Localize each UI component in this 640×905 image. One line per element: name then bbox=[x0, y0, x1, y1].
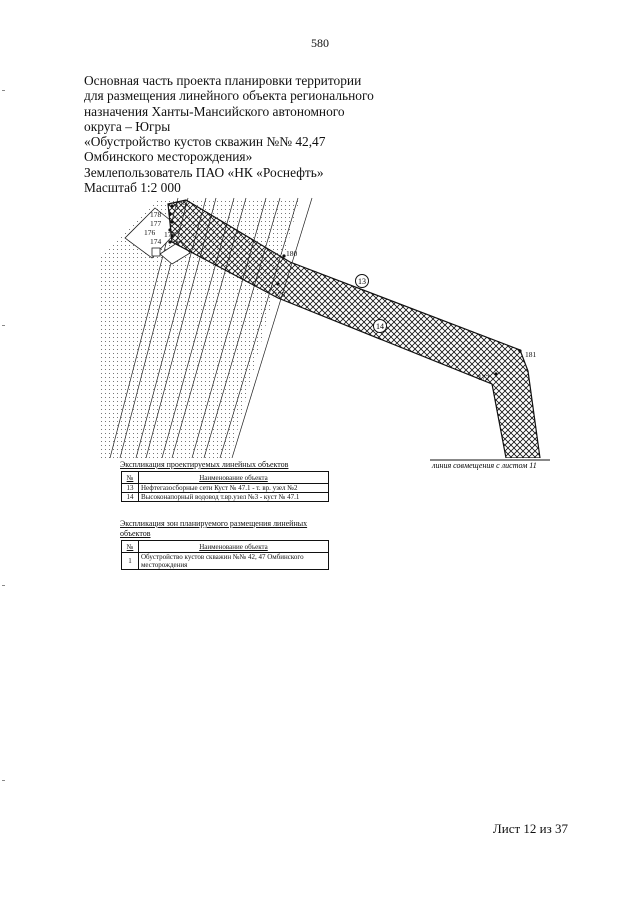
scale-line: Масштаб 1:2 000 bbox=[84, 180, 181, 196]
title-line: «Обустройство кустов скважин №№ 42,47 bbox=[84, 134, 326, 150]
page-number: 580 bbox=[311, 36, 329, 50]
object-marker-13 bbox=[356, 275, 369, 288]
margin-mark bbox=[2, 585, 5, 586]
object-marker-14-label: 14 bbox=[376, 322, 384, 331]
table-row bbox=[122, 493, 329, 502]
margin-mark bbox=[2, 90, 5, 91]
zones-table bbox=[121, 540, 329, 570]
table-row bbox=[122, 553, 329, 570]
linear-objects-table bbox=[121, 471, 329, 502]
planning-map bbox=[100, 196, 560, 471]
margin-mark bbox=[2, 780, 5, 781]
column-header-num: № bbox=[122, 541, 139, 553]
title-line: Омбинского месторождения» bbox=[84, 149, 253, 165]
zones-caption-line2: объектов bbox=[120, 529, 151, 538]
table-header-row bbox=[122, 472, 329, 484]
title-line: для размещения линейного объекта регионального bbox=[84, 88, 374, 104]
margin-mark bbox=[2, 325, 5, 326]
column-header-num: № bbox=[122, 472, 139, 484]
point-label-180: 180 bbox=[286, 249, 298, 258]
point-label-177: 177 bbox=[150, 219, 162, 228]
object-marker-13-label: 13 bbox=[358, 277, 366, 286]
point-label-174: 174 bbox=[150, 237, 162, 246]
table-row bbox=[122, 484, 329, 493]
sheet-number: Лист 12 из 37 bbox=[492, 821, 568, 836]
junction-label: линия совмещения с листом 11 bbox=[432, 461, 537, 470]
title-line: округа – Югры bbox=[84, 118, 171, 134]
row-name: Обустройство кустов скважин №№ 42, 47 Омбинского месторождения bbox=[139, 553, 329, 570]
zones-caption-line1: Экспликация зон планируемого размещения линейных bbox=[120, 519, 308, 528]
document-title bbox=[84, 73, 414, 195]
row-name: Нефтегазосборные сети Куст № 47.1 - т. вр. узел №2 bbox=[139, 484, 329, 493]
column-header-name: Наименование объекта bbox=[139, 472, 329, 484]
row-num: 13 bbox=[122, 484, 139, 493]
point-label-172: 172 bbox=[478, 373, 490, 382]
point-label-181: 181 bbox=[525, 350, 537, 359]
object-marker-14 bbox=[374, 320, 387, 333]
point-label-179: 179 bbox=[175, 200, 187, 209]
linear-objects-caption: Экспликация проектируемых линейных объектов bbox=[120, 460, 289, 469]
row-name: Высоконапорный водовод т.вр.узел №3 - куст № 47.1 bbox=[139, 493, 329, 502]
point-label-176: 176 bbox=[144, 228, 156, 237]
title-line: Землепользователь ПАО «НК «Роснефть» bbox=[84, 164, 324, 180]
column-header-name: Наименование объекта bbox=[139, 541, 329, 553]
point-label-175: 175 bbox=[164, 230, 176, 239]
row-num: 14 bbox=[122, 493, 139, 502]
row-num: 1 bbox=[122, 553, 139, 570]
title-line: назначения Ханты-Мансийского автономного bbox=[84, 103, 345, 119]
title-line: Основная часть проекта планировки территории bbox=[84, 73, 362, 88]
point-label-178: 178 bbox=[150, 210, 162, 219]
table-header-row bbox=[122, 541, 329, 553]
point-label-173: 173 bbox=[274, 290, 286, 299]
